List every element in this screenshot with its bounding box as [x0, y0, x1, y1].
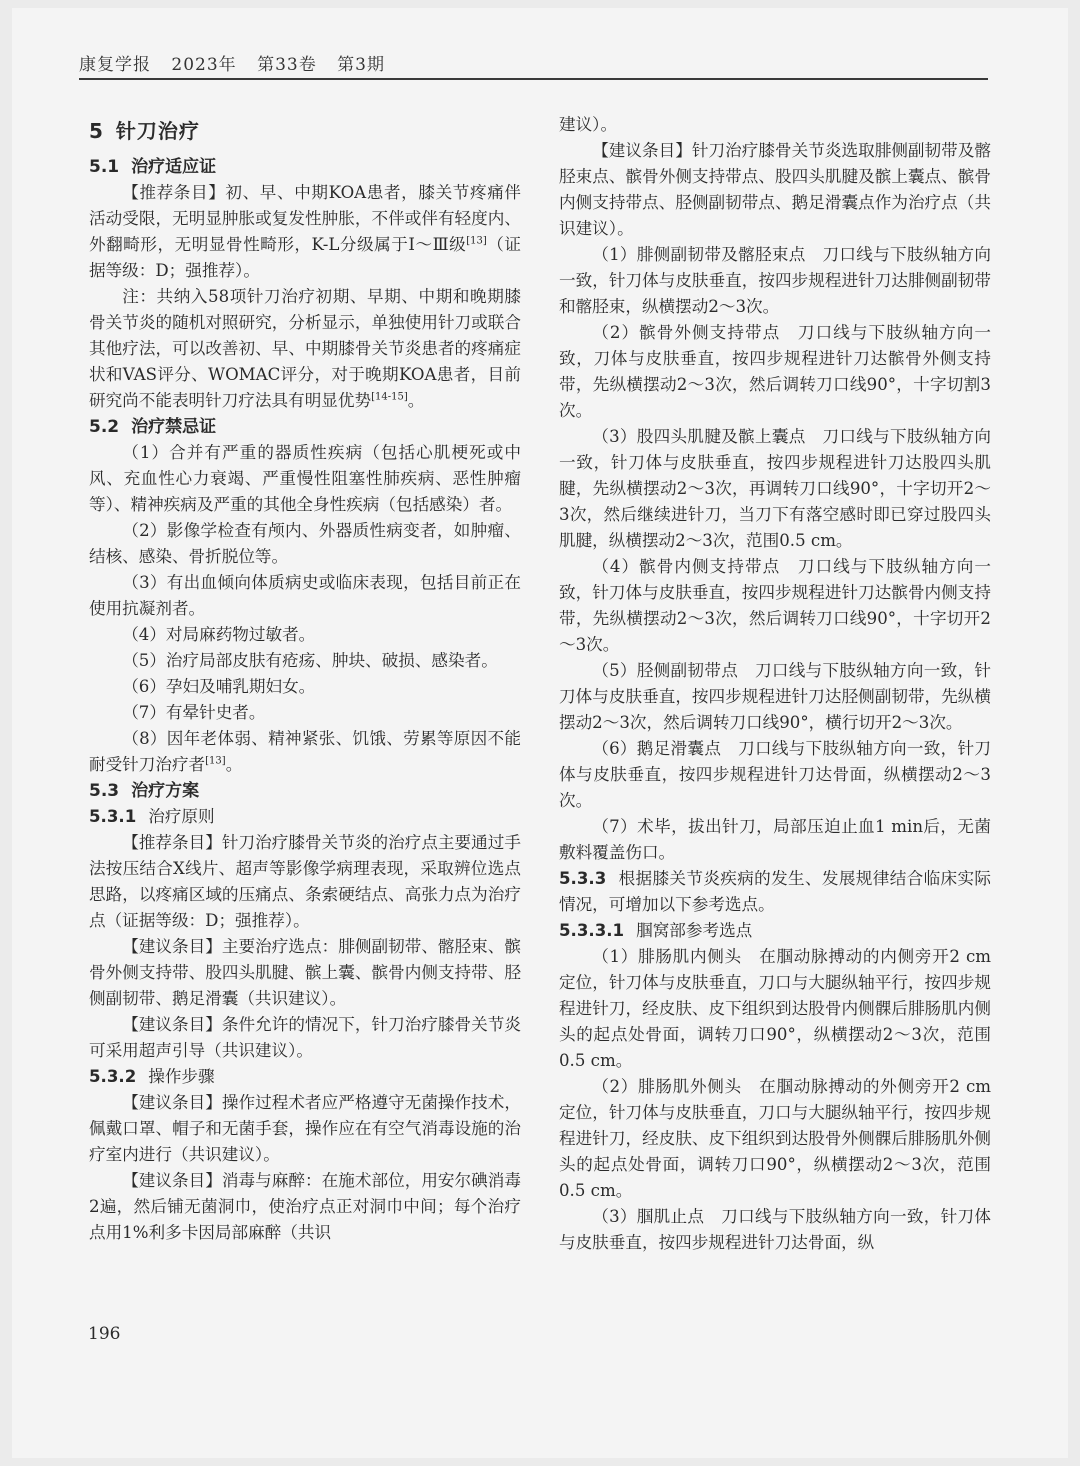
list-item: （8）因年老体弱、精神紧张、饥饿、劳累等原因不能耐受针刀治疗者[13]。	[89, 729, 521, 774]
subsection-heading: 5.2 治疗禁忌证	[89, 417, 217, 437]
right-column	[559, 112, 991, 1256]
paragraph: 建议）。	[559, 115, 618, 134]
list-item: （4）对局麻药物过敏者。	[122, 625, 316, 644]
list-item: （7）有晕针史者。	[122, 703, 266, 722]
subsection-heading: 5.3 治疗方案	[89, 781, 200, 801]
subsection-heading: 5.1 治疗适应证	[89, 157, 217, 177]
list-item: （2）影像学检查有颅内、外器质性病变者，如肿瘤、结核、感染、骨折脱位等。	[89, 521, 521, 566]
journal-name: 康复学报	[79, 55, 151, 75]
list-item: （3）股四头肌腱及髌上囊点 刀口线与下肢纵轴方向一致，针刀体与皮肤垂直，按四步规程进针刀达股四头肌腱，先纵横摆动2～3次，再调转刀口线90°，十字切开2～3次，然后继续进针刀，当刀下有落空感时即已穿过股四头肌腱，纵横摆动2～3次，范围0.5 cm。	[559, 427, 991, 550]
list-item: （6）孕妇及哺乳期妇女。	[122, 677, 316, 696]
paragraph: 【建议条目】操作过程术者应严格遵守无菌操作技术，佩戴口罩、帽子和无菌手套，操作应在有空气消毒设施的治疗室内进行（共识建议）。	[89, 1093, 521, 1164]
list-item: （7）术毕，拔出针刀，局部压迫止血1 min后，无菌敷料覆盖伤口。	[559, 817, 991, 862]
paragraph: 【建议条目】条件允许的情况下，针刀治疗膝骨关节炎可采用超声引导（共识建议）。	[89, 1015, 521, 1060]
running-header	[79, 50, 399, 75]
list-item: （1）腓肠肌内侧头 在腘动脉搏动的内侧旁开2 cm定位，针刀体与皮肤垂直，刀口与大腿纵轴平行，按四步规程进针刀，经皮肤、皮下组织到达股骨内侧髁后腓肠肌内侧头的起点处骨面，调转刀口90°，纵横摆动2～3次，范围0.5 cm。	[559, 947, 991, 1070]
subsubsection-heading: 5.3.1 治疗原则	[89, 807, 215, 826]
paragraph: 【推荐条目】针刀治疗膝骨关节炎的治疗点主要通过手法按压结合X线片、超声等影像学病理表现，采取辨位选点思路，以疼痛区域的压痛点、条索硬结点、高张力点为治疗点（证据等级：D；强推荐）。	[89, 833, 521, 930]
list-item: （5）治疗局部皮肤有疮疡、肿块、破损、感染者。	[122, 651, 498, 670]
list-item: （5）胫侧副韧带点 刀口线与下肢纵轴方向一致，针刀体与皮肤垂直，按四步规程进针刀达胫侧副韧带，先纵横摆动2～3次，然后调转刀口线90°，横行切开2～3次。	[559, 661, 991, 732]
list-item: （2）腓肠肌外侧头 在腘动脉搏动的外侧旁开2 cm定位，针刀体与皮肤垂直，刀口与大腿纵轴平行，按四步规程进针刀，经皮肤、皮下组织到达股骨外侧髁后腓肠肌外侧头的起点处骨面，调转刀口90°，纵横摆动2～3次，范围0.5 cm。	[559, 1077, 991, 1200]
subsubsection-paragraph: 5.3.3 根据膝关节炎疾病的发生、发展规律结合临床实际情况，可增加以下参考选点。	[559, 869, 991, 914]
list-item: （6）鹅足滑囊点 刀口线与下肢纵轴方向一致，针刀体与皮肤垂直，按四步规程进针刀达骨面，纵横摆动2～3次。	[559, 739, 991, 810]
journal-year: 2023年	[171, 55, 237, 75]
paragraph: 【推荐条目】初、早、中期KOA患者，膝关节疼痛伴活动受限，无明显肿胀或复发性肿胀，不伴或伴有轻度内、外翻畸形，无明显骨性畸形，K-L分级属于Ⅰ～Ⅲ级[13]（证据等级：D；强推荐）。	[89, 183, 522, 280]
list-item: （3）腘肌止点 刀口线与下肢纵轴方向一致，针刀体与皮肤垂直，按四步规程进针刀达骨面，纵	[559, 1207, 991, 1252]
left-column	[89, 112, 521, 1246]
page-number: 196	[88, 1324, 121, 1344]
section-heading: 5 针刀治疗	[89, 119, 200, 143]
journal-issue: 第3期	[337, 55, 385, 75]
header-rule	[79, 78, 988, 80]
paragraph: 注：共纳入58项针刀治疗初期、早期、中期和晚期膝骨关节炎的随机对照研究，分析显示，单独使用针刀或联合其他疗法，可以改善初、早、中期膝骨关节炎患者的疼痛症状和VAS评分、WOMAC评分，对于晚期KOA患者，目前研究尚不能表明针刀疗法具有明显优势[14-15]。	[89, 287, 521, 410]
list-item: （4）髌骨内侧支持带点 刀口线与下肢纵轴方向一致，针刀体与皮肤垂直，按四步规程进针刀达髌骨内侧支持带，先纵横摆动2～3次，然后调转刀口线90°，十字切开2～3次。	[559, 557, 991, 654]
subsubsection-heading: 5.3.2 操作步骤	[89, 1067, 215, 1086]
paragraph: 【建议条目】主要治疗选点：腓侧副韧带、髂胫束、髌骨外侧支持带、股四头肌腱、髌上囊、髌骨内侧支持带、胫侧副韧带、鹅足滑囊（共识建议）。	[89, 937, 521, 1008]
list-item: （1）合并有严重的器质性疾病（包括心肌梗死或中风、充血性心力衰竭、严重慢性阻塞性肺疾病、恶性肿瘤等）、精神疾病及严重的其他全身性疾病（包括感染）者。	[89, 443, 521, 514]
journal-volume: 第33卷	[257, 55, 317, 75]
list-item: （2）髌骨外侧支持带点 刀口线与下肢纵轴方向一致，刀体与皮肤垂直，按四步规程进针刀达髌骨外侧支持带，先纵横摆动2～3次，然后调转刀口线90°，十字切割3次。	[559, 323, 991, 420]
list-item: （3）有出血倾向体质病史或临床表现，包括目前正在使用抗凝剂者。	[89, 573, 521, 618]
list-item: （1）腓侧副韧带及髂胫束点 刀口线与下肢纵轴方向一致，针刀体与皮肤垂直，按四步规程进针刀达腓侧副韧带和髂胫束，纵横摆动2～3次。	[559, 245, 991, 316]
paragraph: 【建议条目】针刀治疗膝骨关节炎选取腓侧副韧带及髂胫束点、髌骨外侧支持带点、股四头肌腱及髌上囊点、髌骨内侧支持带点、胫侧副韧带点、鹅足滑囊点作为治疗点（共识建议）。	[559, 141, 991, 238]
subsubsubsection-heading: 5.3.3.1 腘窝部参考选点	[559, 921, 753, 940]
paragraph: 【建议条目】消毒与麻醉：在施术部位，用安尔碘消毒2遍，然后铺无菌洞巾，使治疗点正对洞巾中间；每个治疗点用1%利多卡因局部麻醉（共识	[89, 1171, 521, 1242]
